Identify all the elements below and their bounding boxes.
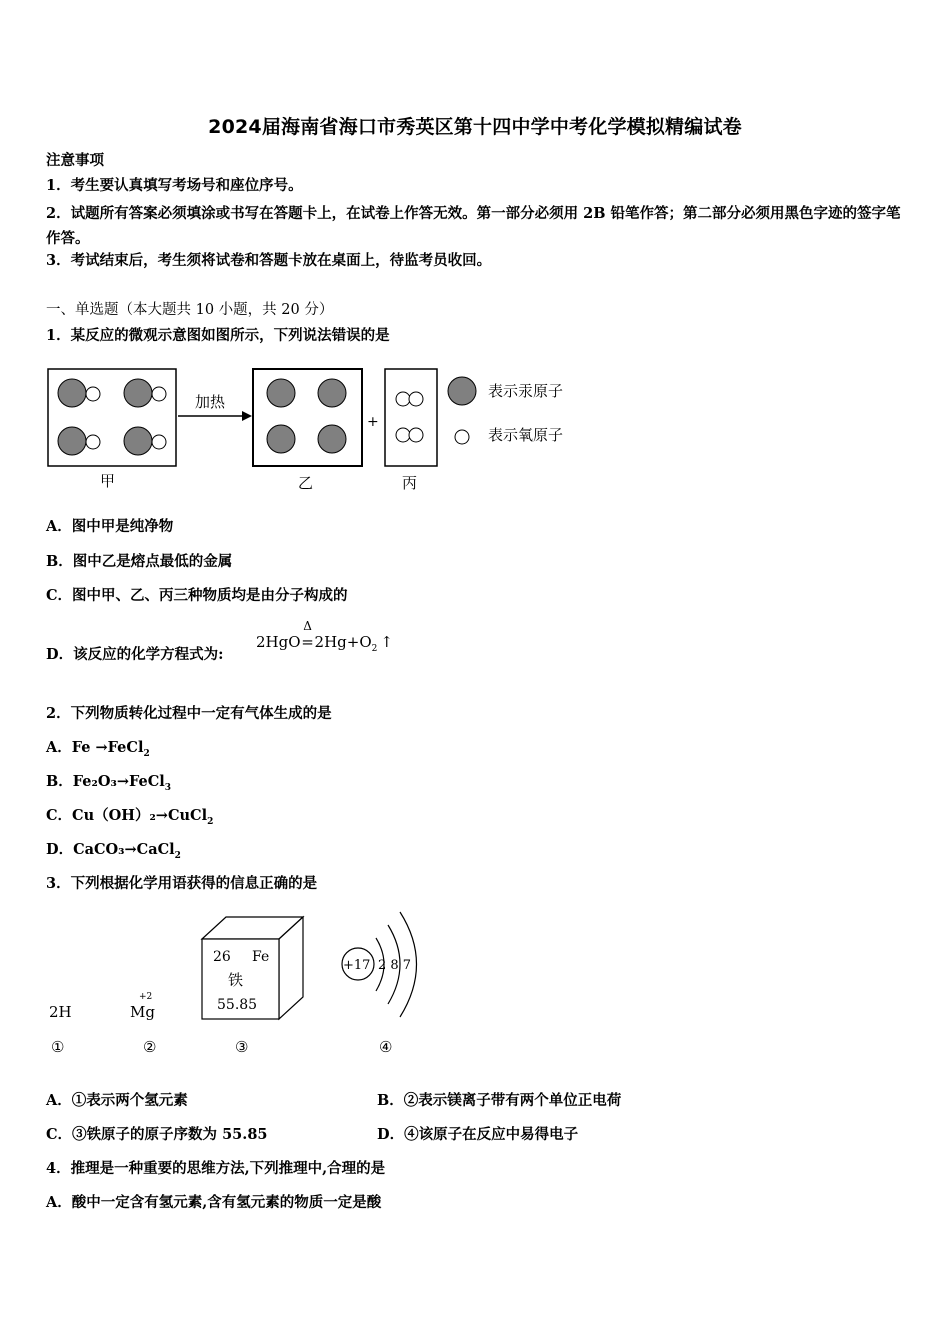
q4-stem: 4．推理是一种重要的思维方法,下列推理中,合理的是 — [46, 1160, 386, 1177]
nucleus-charge: +17 — [343, 958, 371, 973]
circled-4: ④ — [379, 1038, 393, 1056]
symbol-mg: Mg — [130, 1003, 155, 1021]
legend-hg-label: 表示汞原子 — [488, 382, 564, 400]
label-bing: 丙 — [402, 474, 418, 492]
cube-mass: 55.85 — [217, 997, 258, 1013]
symbol-mg-sup: +2 — [139, 992, 153, 1002]
label-jia: 甲 — [100, 472, 116, 490]
q1-option-b: B．图中乙是熔点最低的金属 — [46, 553, 233, 570]
legend-hg-icon — [448, 377, 476, 405]
cube-symbol: Fe — [252, 949, 270, 965]
notice-item-3: 3．考试结束后，考生须将试卷和答题卡放在桌面上，待监考员收回。 — [46, 252, 492, 269]
shell-electrons: 2 8 7 — [378, 958, 412, 973]
q1-option-a: A．图中甲是纯净物 — [46, 518, 174, 535]
eq-equals: Δ = — [301, 619, 314, 651]
cube-number: 26 — [213, 949, 231, 965]
circled-2: ② — [143, 1038, 157, 1056]
eq-condition: Δ — [303, 619, 312, 633]
q3-option-d: D．④该原子在反应中易得电子 — [377, 1126, 579, 1143]
q2-option-b: B．Fe₂O₃→FeCl$_3$ — [46, 773, 172, 793]
legend-o-icon — [455, 430, 469, 444]
q3-option-b: B．②表示镁离子带有两个单位正电荷 — [377, 1092, 622, 1109]
label-yi: 乙 — [298, 474, 314, 492]
q1-reaction-diagram — [40, 360, 600, 495]
q3-option-a: A．①表示两个氢元素 — [46, 1092, 188, 1109]
q2-option-d: D．CaCO₃→CaCl$_2$ — [46, 841, 181, 861]
q2-stem: 2．下列物质转化过程中一定有气体生成的是 — [46, 705, 332, 722]
box-bing — [385, 369, 437, 466]
notice-heading: 注意事项 — [46, 152, 104, 169]
arrow-head-icon — [242, 411, 252, 421]
cube-name: 铁 — [228, 971, 244, 989]
notice-item-2: 2．试题所有答案必须填涂或书写在答题卡上，在试卷上作答无效。第一部分必须用 2B 铅笔作答；第二部分必须用黑色字迹的签字笔作答。 — [46, 205, 901, 247]
circled-1: ① — [51, 1038, 65, 1056]
q3-stem: 3．下列根据化学用语获得的信息正确的是 — [46, 875, 318, 892]
q3-symbols-figure — [40, 905, 440, 1065]
arrow-label: 加热 — [195, 393, 226, 411]
exam-title: 2024届海南省海口市秀英区第十四中学中考化学模拟精编试卷 — [208, 116, 742, 138]
q3-option-c: C．③铁原子的原子序数为 55.85 — [46, 1126, 268, 1143]
plus-sign: + — [367, 414, 379, 430]
eq-left: 2HgO — [256, 633, 301, 651]
q1-option-d: D．该反应的化学方程式为: — [46, 646, 224, 663]
section-heading: 一、单选题（本大题共 10 小题，共 20 分） — [46, 302, 334, 318]
q1-option-c: C．图中甲、乙、丙三种物质均是由分子构成的 — [46, 587, 348, 604]
eq-sub: 2 — [371, 644, 378, 654]
legend-o-label: 表示氧原子 — [488, 426, 564, 444]
q1-stem: 1．某反应的微观示意图如图所示，下列说法错误的是 — [46, 327, 390, 344]
q1-equation — [256, 619, 393, 654]
q2-option-a: A．Fe →FeCl$_2$ — [46, 739, 150, 759]
eq-arrow: ↑ — [380, 633, 393, 651]
circled-3: ③ — [235, 1038, 249, 1056]
notice-item-1: 1．考生要认真填写考场号和座位序号。 — [46, 177, 303, 194]
q4-option-a: A．酸中一定含有氢元素,含有氢元素的物质一定是酸 — [46, 1194, 382, 1211]
box-yi — [253, 369, 362, 466]
q2-option-c: C．Cu（OH）₂→CuCl$_2$ — [46, 807, 214, 827]
eq-right: 2Hg+O — [314, 633, 372, 651]
symbol-2h: 2H — [49, 1003, 72, 1021]
